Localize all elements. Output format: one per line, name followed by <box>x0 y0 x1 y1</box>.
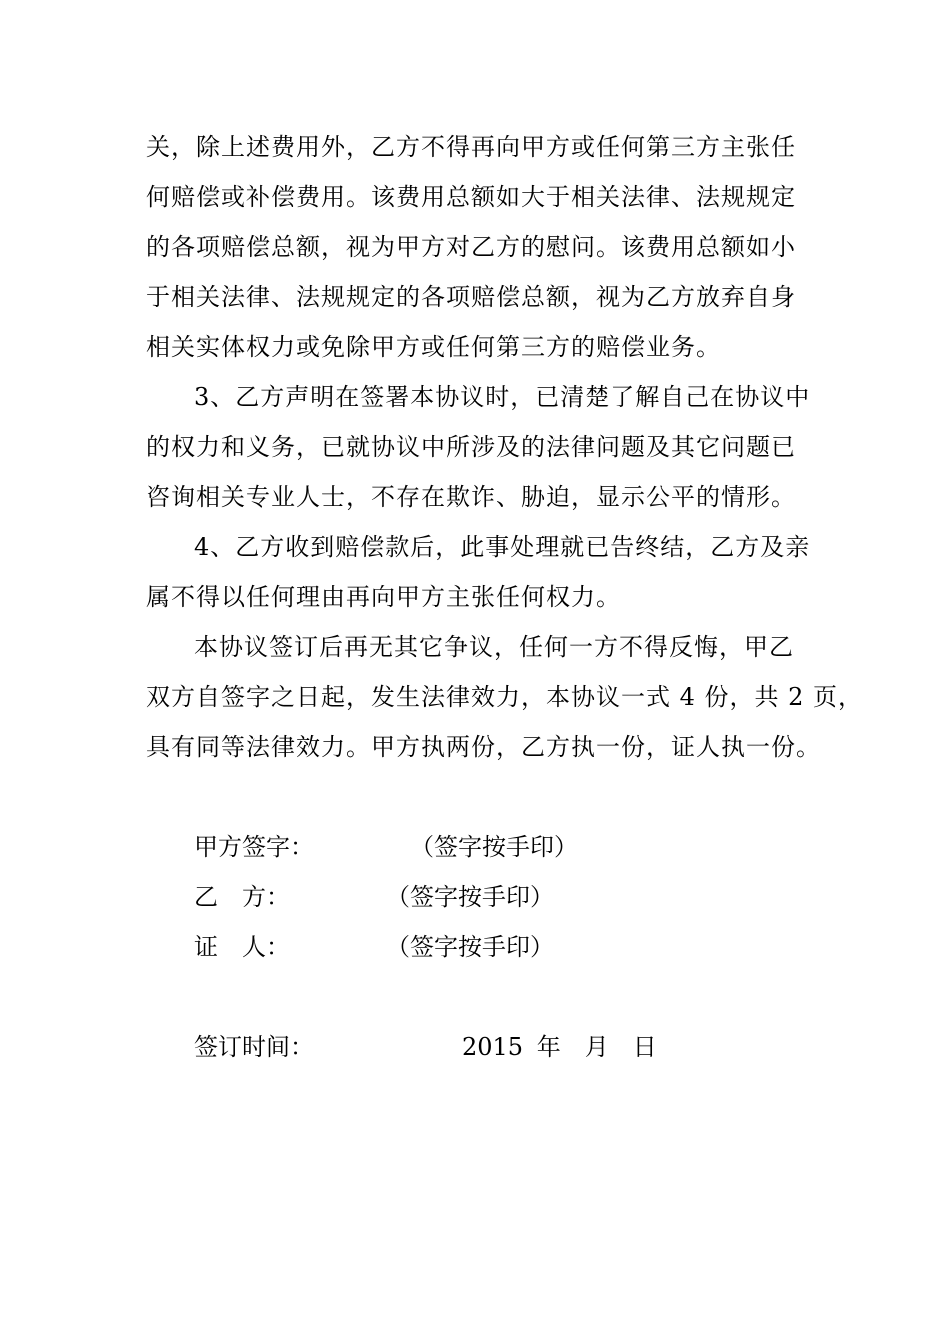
clause-3-start: 3、乙方声明在签署本协议时，已清楚了解自己在协议中 <box>194 383 811 411</box>
body-line: 咨询相关专业人士，不存在欺诈、胁迫，显示公平的情形。 <box>146 483 796 511</box>
body-line: 具有同等法律效力。甲方执两份，乙方执一份，证人执一份。 <box>146 733 821 761</box>
body-line: 于相关法律、法规规定的各项赔偿总额，视为乙方放弃自身 <box>146 283 796 311</box>
party-a-label: 甲方签字： <box>194 833 314 861</box>
party-a-signature-row <box>194 822 794 872</box>
witness-signature-row <box>194 922 794 972</box>
party-b-label: 乙 方： <box>194 883 290 911</box>
signing-date-row <box>194 1022 794 1072</box>
party-b-signature-row <box>194 872 794 922</box>
signing-date-value: 2015 年 月 日 <box>462 1033 657 1061</box>
witness-sign-note: （签字按手印） <box>386 933 554 961</box>
body-line: 的权力和义务，已就协议中所涉及的法律问题及其它问题已 <box>146 433 796 461</box>
party-a-sign-note: （签字按手印） <box>410 833 578 861</box>
body-line: 的各项赔偿总额，视为甲方对乙方的慰问。该费用总额如小 <box>146 233 796 261</box>
agreement-body <box>146 122 864 772</box>
body-line: 相关实体权力或免除甲方或任何第三方的赔偿业务。 <box>146 333 721 361</box>
body-line: 何赔偿或补偿费用。该费用总额如大于相关法律、法规规定 <box>146 183 796 211</box>
signing-date-label: 签订时间： <box>194 1033 314 1061</box>
clause-4-start: 4、乙方收到赔偿款后，此事处理就已告终结，乙方及亲 <box>194 533 811 561</box>
body-line: 双方自签字之日起，发生法律效力，本协议一式 4 份，共 2 页， <box>146 683 864 711</box>
witness-label: 证 人： <box>194 933 290 961</box>
signature-section <box>194 822 794 972</box>
closing-paragraph-start: 本协议签订后再无其它争议，任何一方不得反悔，甲乙 <box>194 633 794 661</box>
body-line: 属不得以任何理由再向甲方主张任何权力。 <box>146 583 621 611</box>
party-b-sign-note: （签字按手印） <box>386 883 554 911</box>
body-line: 关，除上述费用外，乙方不得再向甲方或任何第三方主张任 <box>146 133 796 161</box>
